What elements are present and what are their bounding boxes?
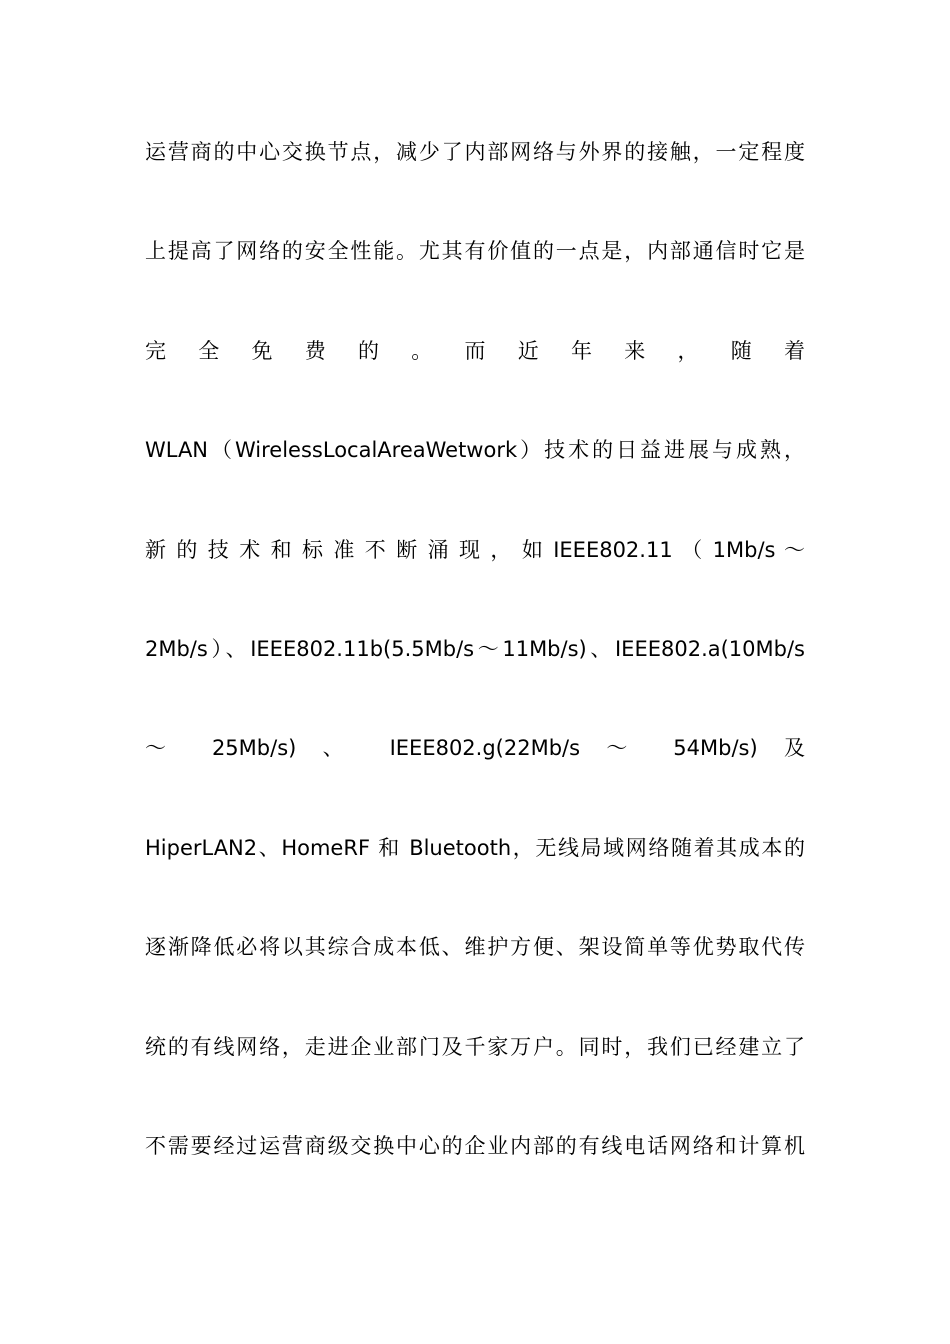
body-text: [145, 127, 805, 1220]
text-line-5: 新 的 技 术 和 标 准 不 断 涌 现 ， 如 IEEE802.11 （ 1Mb/s ～: [145, 537, 805, 562]
text-line-3: 完 全 免 费 的 。 而 近 年 来 ， 随 着: [145, 338, 805, 363]
text-line-1: 运营商的中心交换节点，减少了内部网络与外界的接触，一定程度: [145, 140, 805, 164]
text-line-11: 不需要经过运营商级交换中心的企业内部的有线电话网络和计算机: [145, 1133, 805, 1158]
text-line-10: 统的有线网络，走进企业部门及千家万户。同时，我们已经建立了: [145, 1034, 805, 1059]
text-line-7: ～ 25Mb/s) 、 IEEE802.g(22Mb/s ～ 54Mb/s) 及: [145, 736, 805, 761]
text-line-2: 上提高了网络的安全性能。尤其有价值的一点是，内部通信时它是: [145, 239, 805, 264]
text-line-8: HiperLAN2、HomeRF 和 Bluetooth，无线局域网络随着其成本的: [145, 835, 805, 860]
text-line-4: WLAN（WirelessLocalAreaWetwork）技术的日益进展与成熟，: [145, 438, 805, 463]
text-line-9: 逐渐降低必将以其综合成本低、维护方便、架设简单等优势取代传: [145, 935, 805, 960]
text-line-6: 2Mb/s）、IEEE802.11b(5.5Mb/s～11Mb/s)、IEEE802.a(10Mb/s: [145, 636, 805, 661]
